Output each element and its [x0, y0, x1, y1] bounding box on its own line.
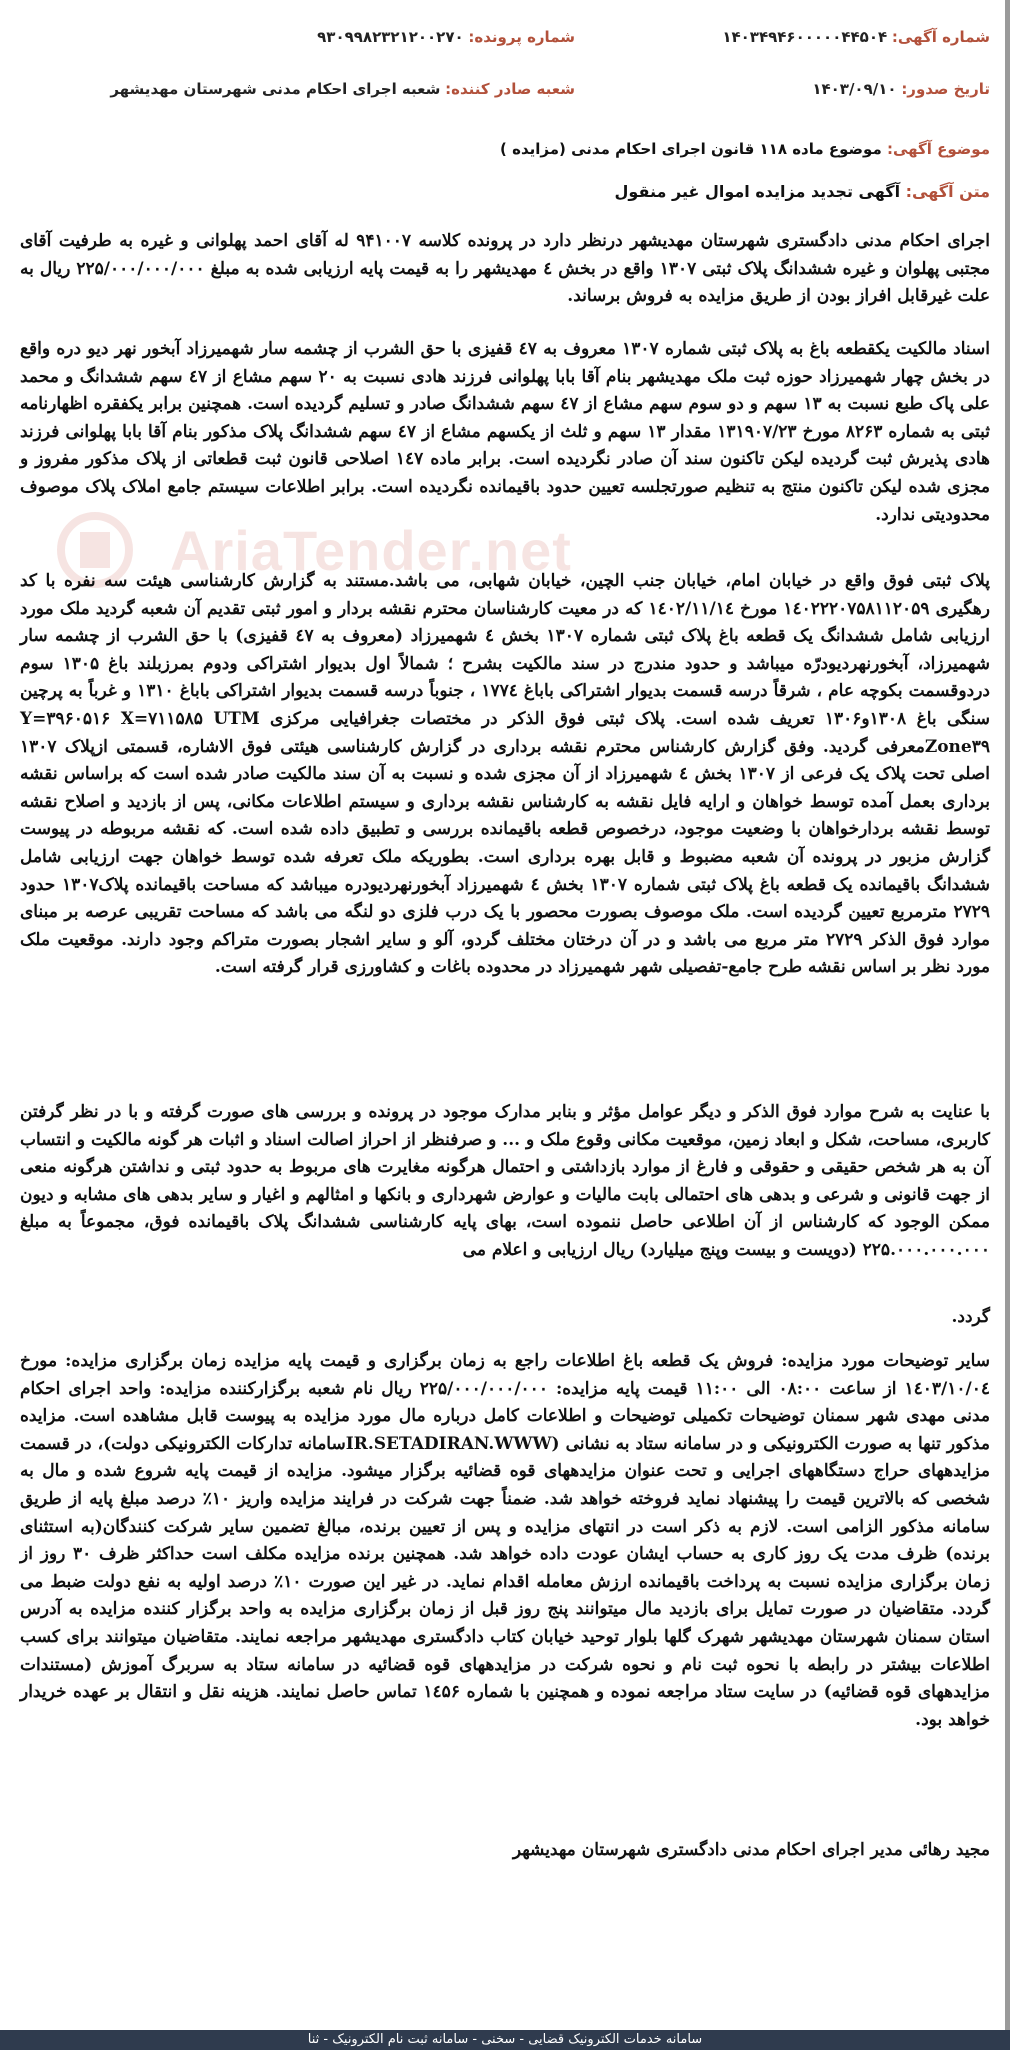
notice-subject	[500, 140, 990, 158]
notice-number: ۱۴۰۳۴۹۴۶۰۰۰۰۰۴۴۵۰۴	[722, 28, 888, 46]
issuer: شعبه اجرای احکام مدنی شهرستان مهدیشهر	[110, 80, 441, 98]
issue-date: ۱۴۰۳/۰۹/۱۰	[812, 80, 897, 98]
paragraph-valuation: با عنایت به شرح موارد فوق الذکر و دیگر عوامل مؤثر و بنابر مدارک موجود در پرونده و بررسی های صورت گرفته و با در نظر گرفتن کاربری، مساحت، شکل و ابعاد زمین، موقعیت مکانی وقوع ملک و ... و صرفنظر از احراز اصالت اسناد و اثبات هر گونه مالکیت و انتساب آن به هر شخص حقیقی و حقوقی و فارغ از موارد بازداشتی و احتمال هرگونه مغایرت های مربوط به حدود ثبتی و نداشتن هرگونه منعی از جهت قانونی و شرعی و بدهی های احتمالی بابت مالیات و عوارض شهرداری و بانکها و امثالهم و اغیار و سایر بدهی های مشابه و دیون ممکن الوجود که کارشناس از آن اطلاعی حاصل ننموده است، بهای پایه کارشناسی ششدانگ پلاک باقیمانده فوق، مجموعاً به مبلغ ۲۲۵.۰۰۰.۰۰۰.۰۰۰ (دویست و بیست وپنج میلیارد) ریال ارزیابی و اعلام می	[20, 1102, 990, 1260]
body-title-text: آگهی تجدید مزایده اموال غیر منقول	[614, 182, 901, 201]
paragraph-deeds: اسناد مالکیت یکقطعه باغ به پلاک ثبتی شماره ۱۳۰۷ معروف به ٤۷ قفیزی با حق الشرب از چشمه سار شهمیرزاد آبخور نهر دیو دره واقع در بخش چهار شهمیرزاد حوزه ثبت ملک مهدیشهر بنام آقا بابا پهلوانی فرزند هادی نسبت به ۲۰ سهم مشاع از ٤۷ سهم ششدانگ و محمد علی پاک طبع نسبت به ۱۳ سهم و دو سوم سهم مشاع از ٤۷ سهم ششدانگ صادر و تسلیم گردیده است. همچنین برابر یکفقره اظهارنامه ثبتی به شماره ۸۲۶۳ مورخ ۱۳۱۹۰۷/۲۳ مقدار ۱۳ سهم و ثلث از یکسهم مشاع از ٤۷ سهم ششدانگ پلاک مذکور بنام آقا بابا پهلوانی فرزند هادی پذیرش ثبت گردیده لیکن تاکنون سند آن صادر نگردیده است. برابر ماده ۱٤۷ اصلاحی قانون ثبت قطعاتی از پلاک مذکور مفروز و مجزی شده لیکن تاکنون منتج به تنظیم صورتجلسه تعیین حدود باقیمانده نگردیده است. برابر اطلاعات سیستم جامع املاک پلاک موصوف محدودیتی ندارد.	[20, 339, 990, 525]
notice-number-field	[722, 28, 990, 46]
paragraph-auction-details: سایر توضیحات مورد مزایده: فروش یک قطعه باغ اطلاعات راجع به زمان برگزاری و قیمت پایه مزایده زمان برگزاری مزایده: مورخ ۱٤۰۳/۱۰/۰٤ از ساعت ۰۸:۰۰ الی ۱۱:۰۰ قیمت پایه مزایده: ۲۲۵/۰۰۰/۰۰۰/۰۰۰ ریال نام شعبه برگزارکننده مزایده: واحد اجرای احکام مدنی مهدی شهر سمنان توضیحات تکمیلی توضیحات و اطلاعات کامل درباره مال مورد مزایده به پیوست قابل مشاهده است. مزایده مذکور تنها به صورت الکترونیکی و در سامانه ستاد به نشانی (IR.SETADIRAN.WWWسامانه تدارکات الکترونیکی دولت)، در قسمت مزایدههای حراج دستگاههای اجرایی و تحت عنوان مزایدههای قوه قضائیه برگزار میشود. مزایده از قیمت پایه شروع شده و مال به شخصی که بالاترین قیمت را پیشنهاد نماید فروخته خواهد شد. ضمناً جهت شرکت در فرایند مزایده واریز ۱۰٪ درصد مبلغ پایه از طریق سامانه مذکور الزامی است. لازم به ذکر است در انتهای مزایده و پس از تعیین برنده، مبالغ تضمین سایر شرکت کنندگان(به استثنای برنده) ظرف مدت یک روز کاری به حساب ایشان عودت داده خواهد شد. همچنین برنده مزایده مکلف است حداکثر ظرف ۳۰ روز از زمان برگزاری مزایده نسبت به پرداخت باقیمانده ارزش معامله اقدام نماید. در غیر این صورت ۱۰٪ درصد اولیه به نفع دولت ضبط می گردد. متقاضیان در صورت تمایل برای بازدید مال میتوانند پنج روز قبل از زمان برگزاری مزایده به واحد برگزار کننده مزایده به آدرس استان سمنان شهرستان مهدیشهر شهرک گلها بلوار توحید خیابان کتاب دادگستری مهدیشهر مراجعه نمایند. متقاضیان میتوانند برای کسب اطلاعات بیشتر در رابطه با نحوه ثبت نام و نحوه شرکت در مزایدههای قوه قضائیه در سامانه ستاد به سربرگ آموزش (مستندات مزایدههای قوه قضائیه) در سایت ستاد مراجعه نموده و همچنین با شماره ۱٤۵۶ تماس حاصل نمایند. هزینه نقل و انتقال بر عهده خریدار خواهد بود.	[20, 1351, 991, 1730]
issuer-label: شعبه صادر کننده:	[445, 80, 575, 98]
footer-bar: سامانه خدمات الکترونیک قضایی - سخنی - سامانه ثبت نام الکترونیک - ثنا	[0, 2030, 1010, 2050]
paragraph-intro: اجرای احکام مدنی دادگستری شهرستان مهدیشهر درنظر دارد در پرونده کلاسه ۹۴۱۰۰۷ له آقای احمد پهلوانی و غیره به طرفیت آقای مجتبی پهلوان و غیره ششدانگ پلاک ثبتی ۱۳۰۷ واقع در بخش ٤ مهدیشهر را به قیمت پایه ارزیابی شده به مبلغ ۲۲۵/۰۰۰/۰۰۰/۰۰۰ ریال به علت غیرقابل افراز بودن از طریق مزایده به فروش برساند.	[20, 231, 990, 307]
paragraph-valuation-end: گردد.	[951, 1307, 990, 1327]
body-label: متن آگهی:	[905, 182, 990, 201]
file-number-label: شماره پرونده:	[468, 28, 575, 46]
notice-body-title	[615, 182, 990, 201]
watermark-text: AriaTender.net	[170, 519, 572, 582]
paragraph-expert-report: پلاک ثبتی فوق واقع در خیابان امام، خیابان جنب الچین، خیابان شهابی، می باشد.مستند به گزارش کارشناسی هیئت سه نفره با کد رهگیری ۱٤۰۲۲۲۰۷۵۸۱۱۲۰۵۹ مورخ ۱٤۰۲/۱۱/۱٤ که در معیت کارشناسان محترم نقشه بردار و امور ثبتی تقدیم آن شعبه گردید ملک مورد ارزیابی شامل ششدانگ یک قطعه باغ پلاک ثبتی شماره ۱۳۰۷ بخش ٤ شهمیرزاد (معروف به ٤۷ قفیزی) با حق الشرب از چشمه سار شهمیرزاد، آبخورنهردیودرّه میباشد و حدود مندرج در سند مالکیت بشرح ؛ شمالاً اول بدیوار اشتراکی ودوم بمرزبلند باغ ۱۳۰۵ سوم دردوقسمت بکوچه عام ، شرقاً درسه قسمت بدیوار اشتراکی باباغ ۱۷۷٤ ، جنوباً درسه قسمت بدیوار اشتراکی باباغ ۱۳۱۰ و غرباً به پرچین سنگی باغ ۱۳۰۸و۱۳۰۶ تعریف شده است. پلاک ثبتی فوق الذکر در مختصات جغرافیایی مرکزی Y=۳۹۶۰۵۱۶ X=۷۱۱۵۸۵ UTM Zone۳۹معرفی گردید. وفق گزارش کارشناس محترم نقشه برداری در گزارش کارشناسی هیئتی فوق الاشاره، قسمتی ازپلاک ۱۳۰۷ اصلی تحت پلاک یک فرعی از ۱۳۰۷ بخش ٤ شهمیرزاد از آن مجزی شده و نسبت به آن سند مالکیت صادر شده است که براساس نقشه برداری بعمل آمده توسط خواهان و ارایه فایل نقشه به کارشناس نقشه برداری و سیستم اطلاعات مکانی، پس از بازدید و اصلاح نقشه توسط نقشه بردارخواهان با وضعیت موجود، درخصوص قطعه باقیمانده بررسی و تطبیق داده شده است. که نقشه مربوطه در پیوست گزارش مزبور در پرونده آن شعبه مضبوط و قابل بهره برداری است. بطوریکه ملک تعرفه شده توسط خواهان جهت ارزیابی شامل ششدانگ باقیمانده یک قطعه باغ پلاک ثبتی شماره ۱۳۰۷ بخش ٤ شهمیرزاد آبخورنهردیودره میباشد که مساحت باقیمانده پلاک۱۳۰۷ حدود ۲۷۲۹ مترمربع تعیین گردیده است. ملک موصوف بصورت محصور با یک درب فلزی دو لنگه می باشد که مساحت تقریبی عرصه بر مبنای موارد فوق الذکر ۲۷۲۹ متر مربع می باشد و در آن درختان مختلف گردو، آلو و سایر اشجار بصورت متراکم وجود دارند. موقعیت ملک مورد نظر بر اساس نقشه طرح جامع-تفصیلی شهر شهمیرزاد در محدوده باغات و کشاورزی قرار گرفته است.	[20, 571, 991, 978]
issuer-field	[110, 80, 575, 98]
file-number-field	[317, 28, 575, 46]
notice-number-label: شماره آگهی:	[891, 28, 990, 46]
issue-date-label: تاریخ صدور:	[901, 80, 990, 98]
signature: مجید رهائی مدیر اجرای احکام مدنی دادگستری شهرستان مهدیشهر	[512, 1840, 990, 1860]
file-number: ۹۳۰۹۹۸۲۳۲۱۲۰۰۲۷۰	[317, 28, 464, 46]
subject-text: موضوع ماده ۱۱۸ قانون اجرای احکام مدنی (مزایده )	[500, 140, 882, 158]
page-edge-bar	[1005, 0, 1010, 2030]
issue-date-field	[812, 80, 990, 98]
subject-label: موضوع آگهی:	[886, 140, 990, 158]
